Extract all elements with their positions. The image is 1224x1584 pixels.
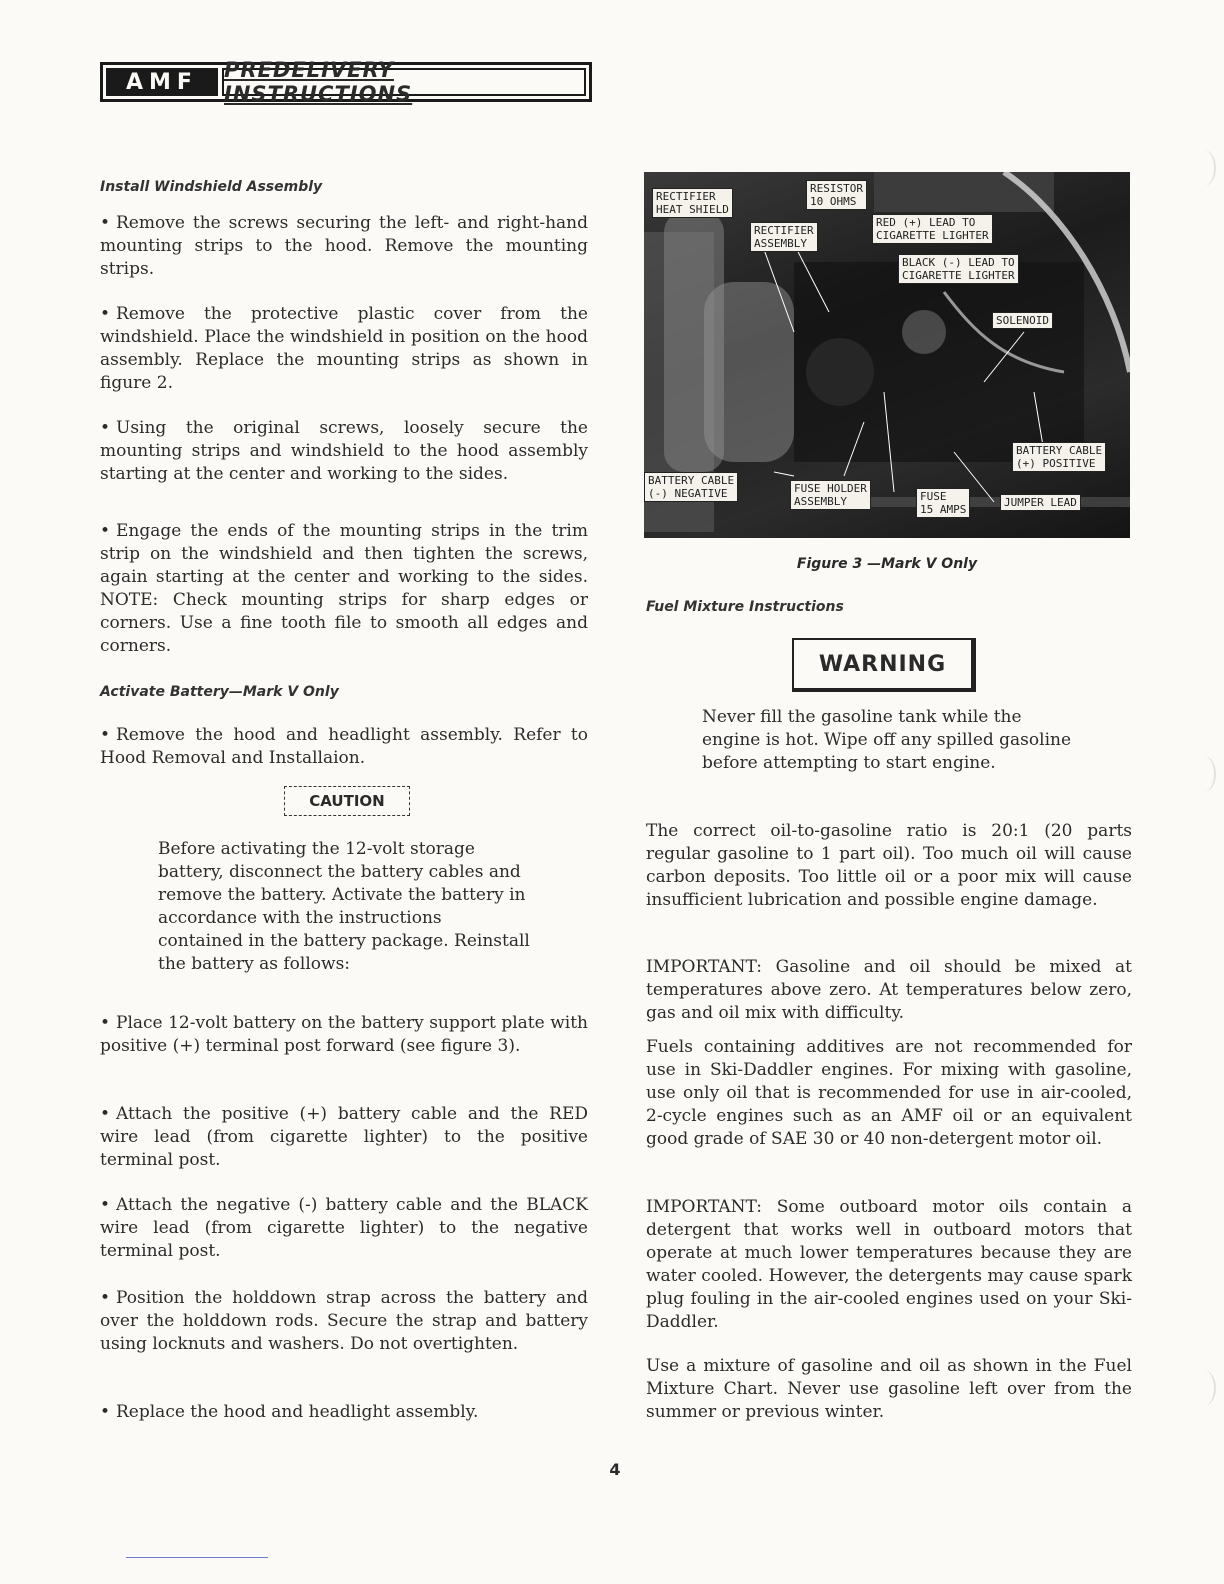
- paragraph-fuel-additives: Fuels containing additives are not recommended for use in Ski-Daddler engines. For mixing with gasoline, use only oil that is recommended for use in air-cooled, 2-cycle engines such as an AMF oil or an equivalent good grade of SAE 30 or 40 non-detergent motor oil.: [646, 1037, 1132, 1149]
- bullet-icon: •: [100, 1195, 111, 1215]
- heading-activate-battery: Activate Battery—Mark V Only: [100, 684, 339, 700]
- bullet-icon: •: [100, 1402, 111, 1422]
- footer-line: [126, 1557, 268, 1558]
- label-battery-cable-negative: BATTERY CABLE (-) NEGATIVE: [644, 472, 738, 502]
- paragraph-important-detergents: IMPORTANT: Some outboard motor oils contain a detergent that works well in outboard motors that operate at much lower temperatures because they are water cooled. However, the detergents may cause spark plug fouling in the air-cooled engines used on your Ski-Daddler.: [646, 1197, 1132, 1332]
- figure-caption: Figure 3 —Mark V Only: [796, 556, 978, 572]
- paragraph-remove-screws: • Remove the screws securing the left- and right-hand mounting strips to the hood. Remove the mounting strips.: [100, 213, 588, 279]
- paragraph-engage-ends: • Engage the ends of the mounting strips in the trim strip on the windshield and then tighten the screws, again starting at the center and working to the sides. NOTE: Check mounting strips for sharp edges or corners. Use a fine tooth file to smooth all edges and corners.: [100, 521, 588, 656]
- bullet-icon: •: [100, 725, 111, 745]
- paragraph-place-battery: • Place 12-volt battery on the battery support plate with positive (+) terminal post forward (see figure 3).: [100, 1013, 588, 1056]
- label-red-lead: RED (+) LEAD TO CIGARETTE LIGHTER: [872, 214, 993, 244]
- paragraph-attach-positive: • Attach the positive (+) battery cable and the RED wire lead (from cigarette lighter) to the positive terminal post.: [100, 1104, 588, 1170]
- warning-box: WARNING: [792, 638, 976, 692]
- bullet-icon: •: [100, 1013, 111, 1033]
- paragraph-important-temperatures: IMPORTANT: Gasoline and oil should be mixed at temperatures above zero. At temperatures below zero, gas and oil mix with difficulty.: [646, 957, 1132, 1023]
- paragraph-attach-negative: • Attach the negative (-) battery cable and the BLACK wire lead (from cigarette lighter) to the negative terminal post.: [100, 1195, 588, 1261]
- heading-install-windshield: Install Windshield Assembly: [100, 179, 323, 195]
- bullet-icon: •: [100, 1288, 111, 1308]
- bullet-icon: •: [100, 418, 111, 438]
- bullet-icon: •: [100, 1104, 111, 1124]
- paragraph-original-screws: • Using the original screws, loosely secure the mounting strips and windshield to the hood assembly starting at the center and working to the sides.: [100, 418, 588, 484]
- paragraph-replace-hood: • Replace the hood and headlight assembly.: [100, 1402, 479, 1422]
- paragraph-holddown-strap: • Position the holddown strap across the battery and over the holddown rods. Secure the strap and battery using locknuts and washers. Do not overtighten.: [100, 1288, 588, 1354]
- punch-hole: [1192, 1370, 1216, 1406]
- paragraph-oil-ratio: The correct oil-to-gasoline ratio is 20:1 (20 parts regular gasoline to 1 part oil). Too much oil will cause carbon deposits. Too little oil or a poor mix will cause insufficient lubrication and possible engine damage.: [646, 821, 1132, 910]
- label-black-lead: BLACK (-) LEAD TO CIGARETTE LIGHTER: [898, 254, 1019, 284]
- label-battery-cable-positive: BATTERY CABLE (+) POSITIVE: [1012, 442, 1106, 472]
- banner-title: PREDELIVERY INSTRUCTIONS: [222, 68, 586, 96]
- caution-text: Before activating the 12-volt storage battery, disconnect the battery cables and remove the battery. Activate the battery in accordance with the instructions contained in the battery package. Reinstall the battery as follows:: [158, 839, 530, 974]
- label-rectifier-assembly: RECTIFIER ASSEMBLY: [750, 222, 818, 252]
- paragraph-fuel-chart: Use a mixture of gasoline and oil as shown in the Fuel Mixture Chart. Never use gasoline left over from the summer or previous winter.: [646, 1356, 1132, 1422]
- bullet-icon: •: [100, 304, 111, 324]
- figure-3-photo: [644, 172, 1130, 538]
- heading-fuel-mixture: Fuel Mixture Instructions: [646, 599, 844, 615]
- bullet-icon: •: [100, 521, 111, 541]
- label-solenoid: SOLENOID: [992, 312, 1053, 329]
- caution-box: CAUTION: [284, 786, 410, 816]
- punch-hole: [1192, 150, 1216, 186]
- label-jumper-lead: JUMPER LEAD: [1000, 494, 1081, 511]
- paragraph-protective-cover: • Remove the protective plastic cover from the windshield. Place the windshield in position on the hood assembly. Replace the mounting strips as shown in figure 2.: [100, 304, 588, 393]
- punch-hole: [1192, 756, 1216, 792]
- warning-text: Never fill the gasoline tank while the engine is hot. Wipe off any spilled gasoline before attempting to start engine.: [702, 707, 1072, 773]
- amf-logo: AMF: [106, 68, 218, 96]
- label-rectifier-heat-shield: RECTIFIER HEAT SHIELD: [652, 188, 733, 218]
- label-resistor: RESISTOR 10 OHMS: [806, 180, 867, 210]
- label-fuse-holder: FUSE HOLDER ASSEMBLY: [790, 480, 871, 510]
- paragraph-remove-hood: • Remove the hood and headlight assembly. Refer to Hood Removal and Installaion.: [100, 725, 588, 768]
- page-banner: [100, 58, 592, 106]
- page-number: 4: [609, 1460, 621, 1479]
- label-fuse: FUSE 15 AMPS: [916, 488, 970, 518]
- bullet-icon: •: [100, 213, 111, 233]
